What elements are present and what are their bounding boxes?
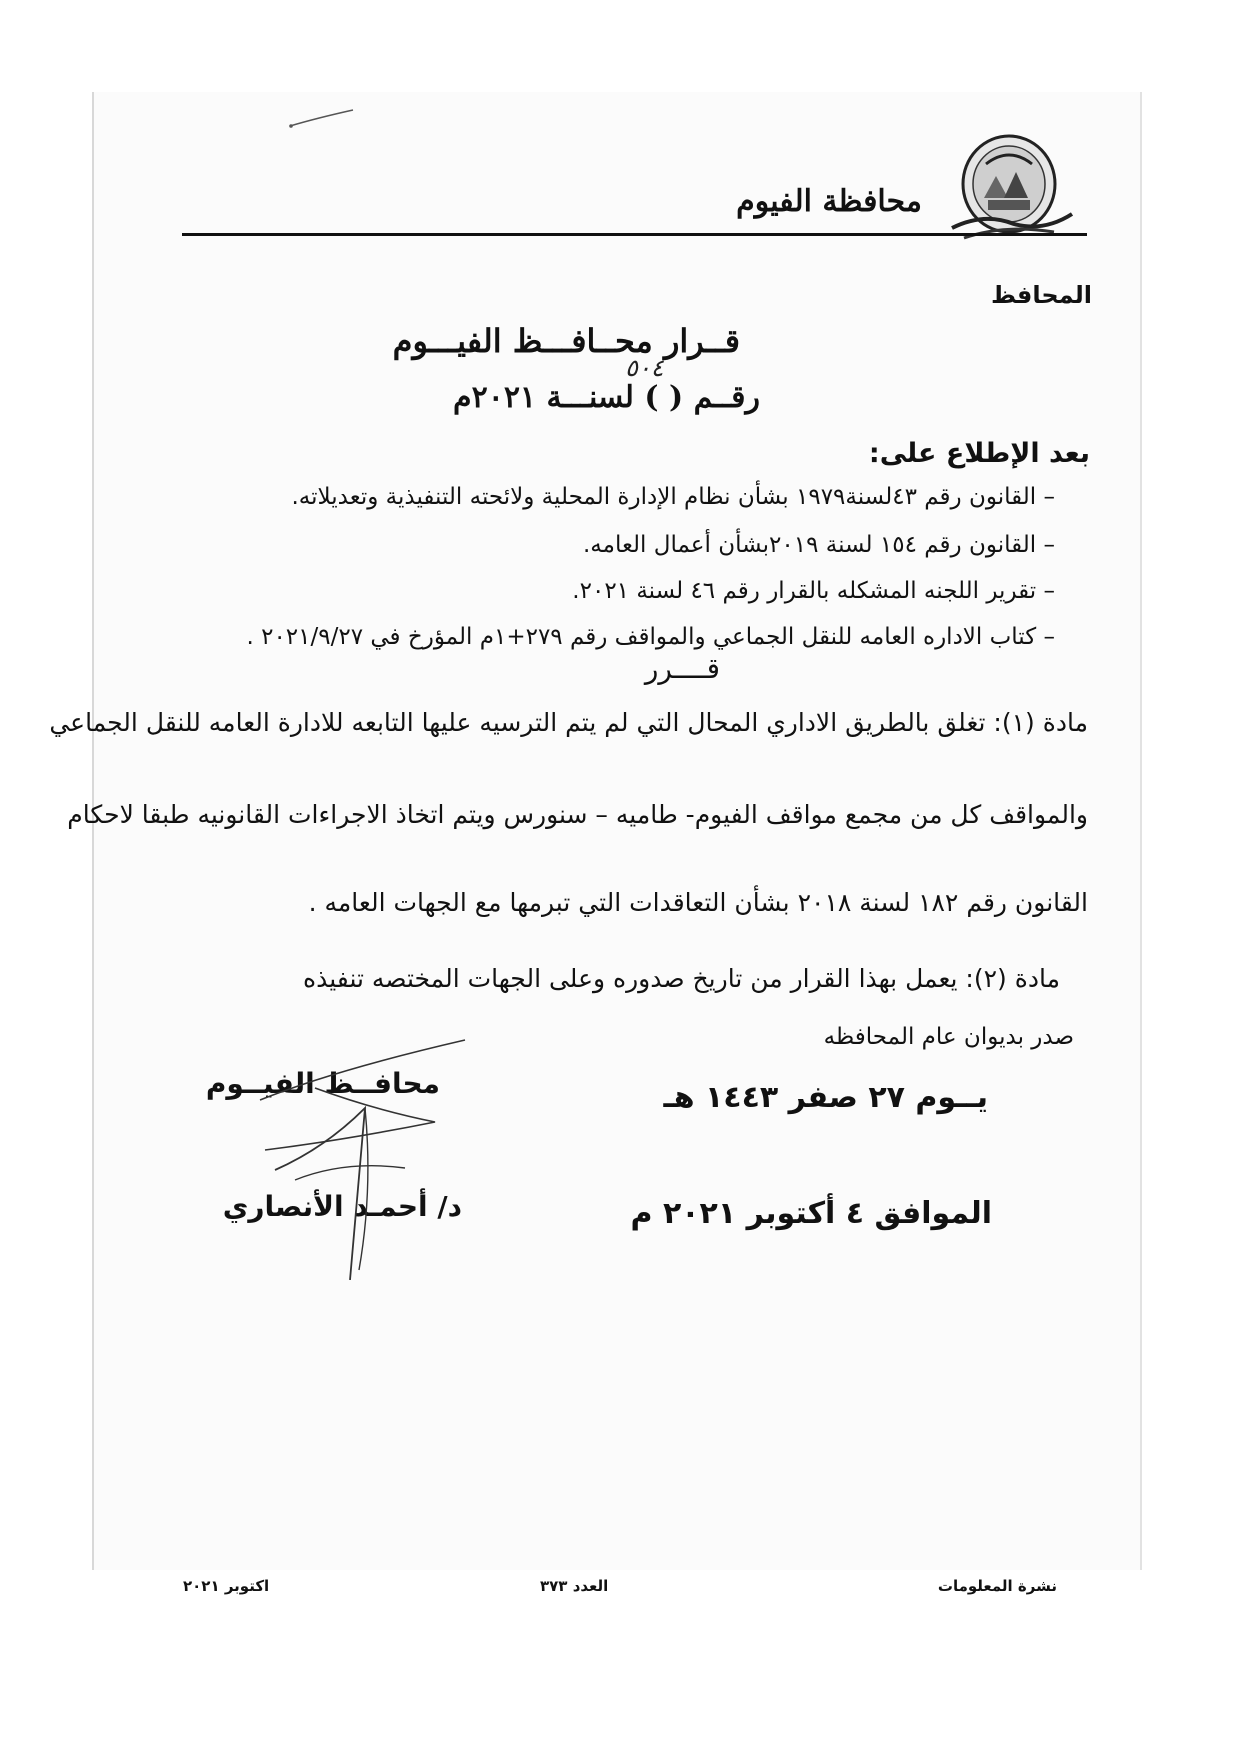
reference-item: – القانون رقم ٤٣لسنة١٩٧٩ بشأن نظام الإدارة المحلية ولائحته التنفيذية وتعديلاته.: [291, 484, 1055, 510]
header-divider: [182, 233, 1087, 236]
governorate-name: محافظة الفيوم: [736, 184, 922, 219]
scanned-page: [92, 92, 1142, 1570]
decree-title: قــرار محــافـــظ الفيـــوم: [392, 322, 740, 360]
reference-item: – تقرير اللجنه المشكله بالقرار رقم ٤٦ لسنة ٢٠٢١.: [572, 578, 1055, 604]
handwritten-signature: [255, 1030, 485, 1280]
signatory-title: محافــظ الفيــوم: [205, 1067, 440, 1100]
pen-stroke-mark: [287, 104, 357, 134]
footer-publication: نشرة المعلومات: [937, 1577, 1057, 1595]
article-2: مادة (٢): يعمل بهذا القرار من تاريخ صدوره وعلى الجهات المختصه تنفيذه: [303, 964, 1060, 993]
signatory-name: د/ أحمـد الأنصاري: [222, 1190, 462, 1223]
article-1-line: والمواقف كل من مجمع مواقف الفيوم- طاميه – سنورس ويتم اتخاذ الاجراءات القانونيه طبقا لاحكام: [67, 800, 1088, 829]
preamble-heading: بعد الإطلاع على:: [868, 438, 1090, 469]
article-1-line: مادة (١): تغلق بالطريق الاداري المحال التي لم يتم الترسيه عليها التابعه للادارة العامه للنقل الجماعي: [49, 708, 1088, 737]
footer-date: اكتوبر ٢٠٢١: [183, 1577, 270, 1595]
gregorian-date: الموافق ٤ أكتوبر ٢٠٢١ م: [630, 1196, 992, 1231]
handwritten-decree-number: ٥٠٤: [625, 354, 664, 382]
hijri-date: يــوم ٢٧ صفر ١٤٤٣ هـ: [663, 1080, 988, 1115]
reference-item: – القانون رقم ١٥٤ لسنة ٢٠١٩بشأن أعمال العامه.: [582, 532, 1055, 558]
decree-number-line: رقــم ( ) لسنـــة ٢٠٢١م: [453, 380, 760, 415]
fayoum-emblem-icon: [944, 128, 1074, 243]
article-1-line: القانون رقم ١٨٢ لسنة ٢٠١٨ بشأن التعاقدات التي تبرمها مع الجهات العامه .: [308, 888, 1088, 917]
footer-issue: العدد ٣٧٣: [540, 1577, 609, 1595]
reference-item: – كتاب الاداره العامه للنقل الجماعي والمواقف رقم ٢٧٩+١م المؤرخ في ٢٠٢١/٩/٢٧ .: [246, 624, 1055, 650]
governor-label: المحافظ: [990, 281, 1092, 309]
issued-at: صدر بديوان عام المحافظه: [823, 1024, 1074, 1050]
decision-word: قــــرر: [644, 652, 720, 685]
